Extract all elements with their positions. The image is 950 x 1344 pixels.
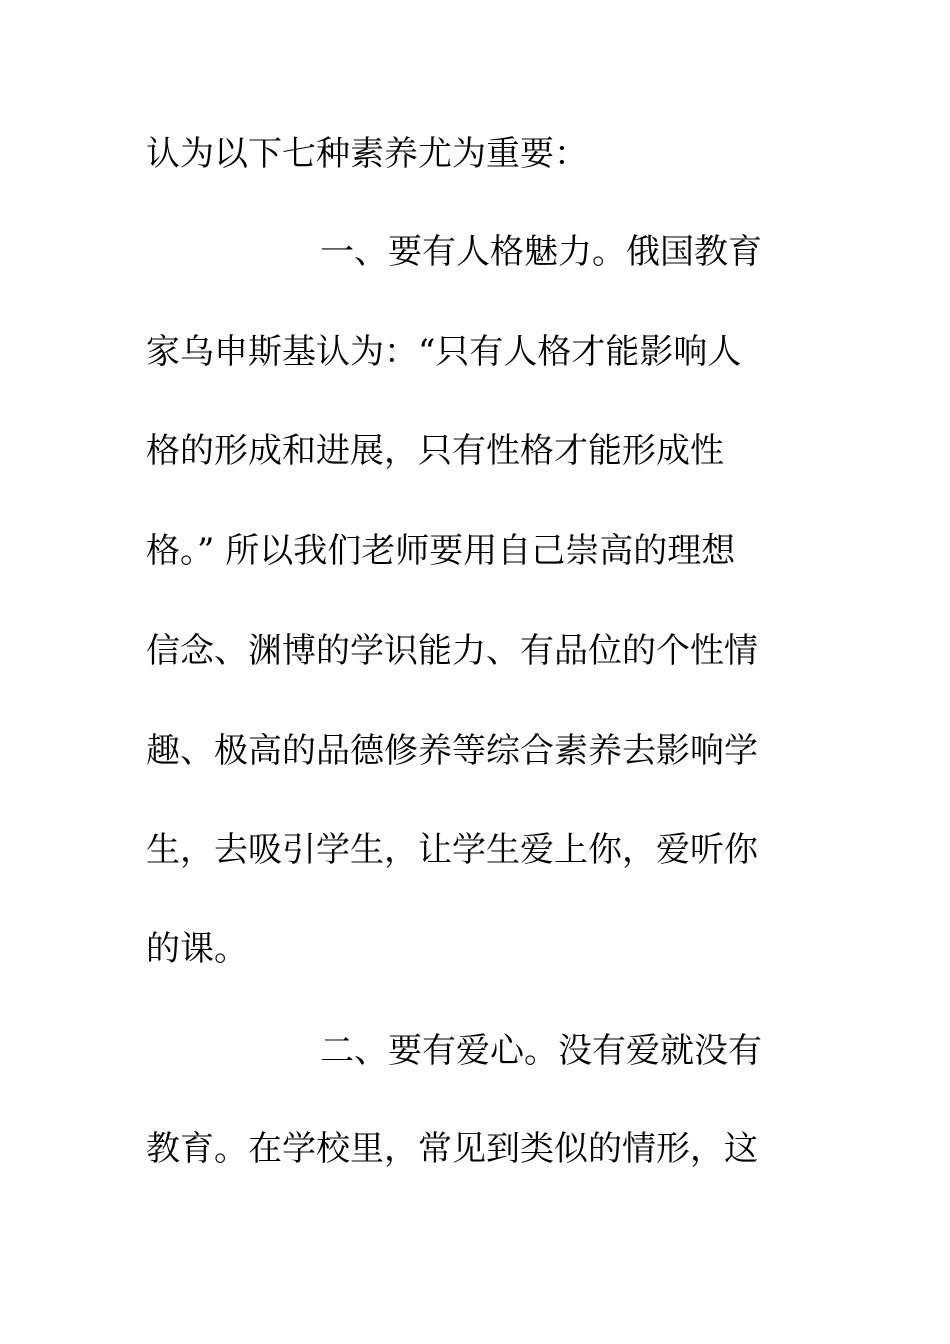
text-line: 家乌申斯基认为：“只有人格才能影响人 [146, 332, 742, 372]
text-line: 格的形成和进展，只有性格才能形成性 [146, 431, 724, 471]
text-line: 的课。 [146, 929, 248, 969]
text-line: 认为以下七种素养尤为重要： [146, 134, 588, 174]
text-line: 信念、渊博的学识能力、有品位的个性情 [146, 631, 758, 671]
text-line: 教育。在学校里，常见到类似的情形，这 [146, 1129, 758, 1169]
text-line: 格。” 所以我们老师要用自己崇高的理想 [146, 531, 736, 571]
text-line: 趣、极高的品德修养等综合素养去影响学 [146, 731, 758, 771]
paragraph-heading-1: 一、要有人格魅力。俄国教育 [320, 232, 762, 272]
paragraph-heading-2: 二、要有爱心。没有爱就没有 [320, 1031, 762, 1071]
text-line: 生，去吸引学生，让学生爱上你，爱听你 [146, 830, 758, 870]
